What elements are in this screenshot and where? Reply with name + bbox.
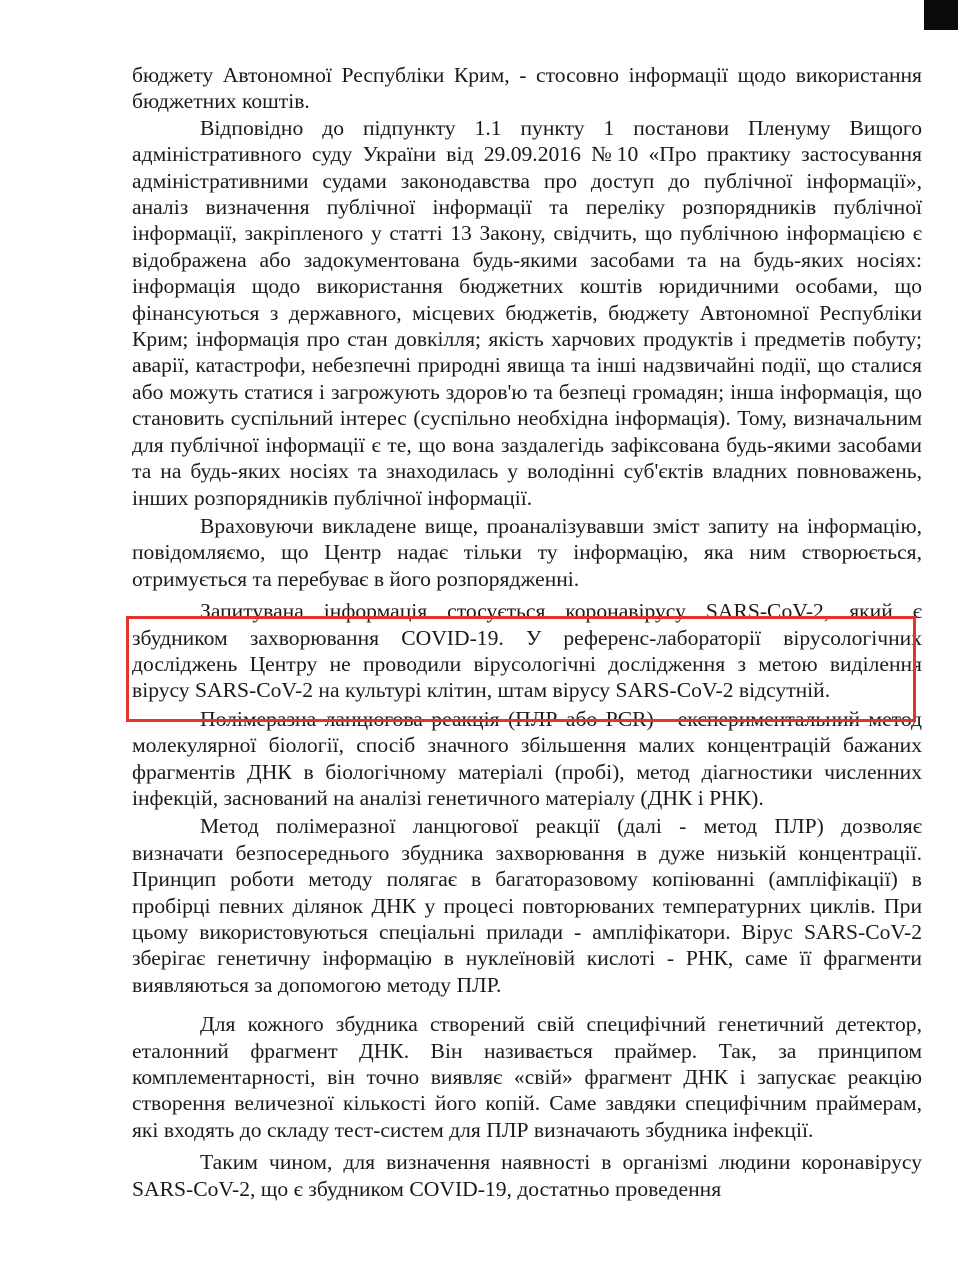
paragraph-considering: Враховуючи викладене вище, проаналізувавши зміст запиту на інформацію, повідомляємо, що Центр надає тільки ту інформацію, яка ним створюється, отримується та перебуває в його розпорядженні. [132,513,922,591]
paragraph-legal-basis: Відповідно до підпункту 1.1 пункту 1 постанови Пленуму Вищого адміністративного суду України від 29.09.2016 №10 «Про практику застосування адміністративними судами законодавства про доступ до публічної інформації», аналіз визначення публічної інформації та переліку розпорядників публічної інформації, закріпленого у статті 13 Закону, свідчить, що публічною інформацією є відображена або задокументована будь-якими засобами та на будь-яких носіях: інформація щодо використання бюджетних коштів юридичними особами, що фінансуються з державного, місцевих бюджетів, бюджету Автономної Республіки Крим; інформація про стан довкілля; якість харчових продуктів і предметів побуту; аварії, катастрофи, небезпечні природні явища та інші надзвичайні події, що сталися або можуть статися і загрожують здоров'ю та безпеці громадян; інша інформація, що становить суспільний інтерес (суспільно необхідна інформація). Тому, визначальним для публічної інформації є те, що вона заздалегідь зафіксована будь-якими засобами та на будь-яких носіях та знаходилась у володінні суб'єктів владних повноважень, інших розпорядників публічної інформації. [132,115,922,510]
paragraph-primer: Для кожного збудника створений свій специфічний генетичний детектор, еталонний фрагмент ДНК. Він називається праймер. Так, за принципом комплементарності, він точно виявляє «свій» фрагмент ДНК і запускає реакцію створення величезної кількості його копій. Саме завдяки специфічним праймерам, які входять до складу тест-систем для ПЛР визначають збудника інфекції. [132,1012,922,1142]
paragraph-continuation: бюджету Автономної Республіки Крим, - стосовно інформації щодо використання бюджетних коштів. [132,63,922,114]
page-edge-shadow [924,0,958,30]
paragraph-conclusion: Таким чином, для визначення наявності в організмі людини коронавірусу SARS-CoV-2, що є збудником COVID-19, достатньо проведення [132,1150,922,1201]
paragraph-pcr-method: Метод полімеразної ланцюгової реакції (далі - метод ПЛР) дозволяє визначати безпосереднього збудника захворювання в дуже низькій концентрації. Принцип роботи методу полягає в багаторазовому копіюванні (ампліфікації) в пробірці певних ділянок ДНК у процесі повторюваних температурних циклів. При цьому використовуються спеціальні прилади - ампліфікатори. Вірус SARS-CoV-2 зберігає генетичну інформацію в нуклеїновій кислоті - РНК, саме її фрагменти виявляються за допомогою методу ПЛР. [132,814,922,997]
document-body [132,62,922,1202]
paragraph-pcr-definition: Полімеразна ланцюгова реакція (ПЛР або PCR) - експериментальний метод молекулярної біології, спосіб значного збільшення малих концентрацій бажаних фрагментів ДНК в біологічному матеріалі (пробі), метод діагностики численних інфекцій, заснований на аналізі генетичного матеріалу (ДНК і РНК). [132,706,922,810]
paragraph-requested-info: Запитувана інформація стосується коронавірусу SARS-CoV-2, який є збудником захворювання COVID-19. У референс-лабораторії вірусологічних досліджень Центру не проводили вірусологічні дослідження з метою виділення вірусу SARS-CoV-2 на культурі клітин, штам вірусу SARS-CoV-2 відсутній. [132,599,922,703]
